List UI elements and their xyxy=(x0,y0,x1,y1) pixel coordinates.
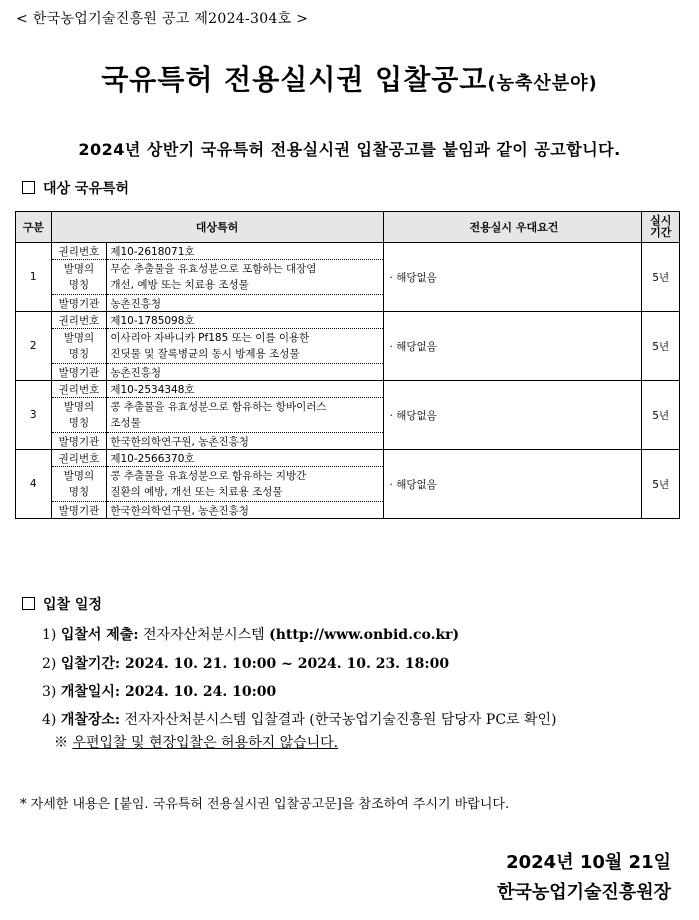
label-inventor: 발명기관 xyxy=(51,502,107,519)
table-row xyxy=(16,450,680,467)
table-row xyxy=(16,312,680,329)
condition-value: · 해당없음 xyxy=(383,450,642,519)
announcement-number: < 한국농업기술진흥원 공고 제2024-304호 > xyxy=(16,11,309,27)
table-row xyxy=(16,243,680,260)
inventor-value: 한국한의학연구원, 농촌진흥청 xyxy=(107,433,383,450)
label-reg-no: 권리번호 xyxy=(51,381,107,398)
footnote: * 자세한 내용은 [붙임. 국유특허 전용실시권 입찰공고문]을 참조하여 주시기 바랍니다. xyxy=(20,797,510,812)
title-sub: (농축산분야) xyxy=(487,73,598,94)
section-heading-text: 입찰 일정 xyxy=(43,597,102,613)
invention-name-value: 무순 추출물을 유효성분으로 포함하는 대장염 개선, 예방 또는 치료용 조성물 xyxy=(107,260,383,295)
schedule-item: 1) 입찰서 제출: 전자자산처분시스템 (http://www.onbid.co.kr) xyxy=(42,627,460,643)
inventor-value: 한국한의학연구원, 농촌진흥청 xyxy=(107,502,383,519)
label-name: 발명의 명칭 xyxy=(51,467,107,502)
page-title xyxy=(0,58,699,98)
checkbox-square-icon xyxy=(22,597,35,610)
label-name: 발명의 명칭 xyxy=(51,260,107,295)
schedule-item: 3) 개찰일시: 2024. 10. 24. 10:00 xyxy=(42,684,277,700)
col-header-period: 실시 기간 xyxy=(642,212,680,243)
row-number: 3 xyxy=(16,381,52,450)
issue-date: 2024년 10월 21일 xyxy=(506,852,671,873)
reg-no-value: 제10-1785098호 xyxy=(107,312,383,329)
condition-value: · 해당없음 xyxy=(383,312,642,381)
intro-text: 2024년 상반기 국유특허 전용실시권 입찰공고를 붙임과 같이 공고합니다. xyxy=(78,140,621,159)
schedule-item: 2) 입찰기간: 2024. 10. 21. 10:00 ~ 2024. 10. 23. 18:00 xyxy=(42,656,450,672)
table-header-row xyxy=(16,212,680,243)
title-main: 국유특허 전용실시권 입찰공고 xyxy=(101,63,488,96)
reg-no-value: 제10-2618071호 xyxy=(107,243,383,260)
condition-value: · 해당없음 xyxy=(383,381,642,450)
checkbox-square-icon xyxy=(22,181,35,194)
reg-no-value: 제10-2566370호 xyxy=(107,450,383,467)
period-value: 5년 xyxy=(642,243,680,312)
patent-table xyxy=(15,211,680,519)
col-header-patent: 대상특허 xyxy=(51,212,383,243)
label-reg-no: 권리번호 xyxy=(51,312,107,329)
period-value: 5년 xyxy=(642,312,680,381)
invention-name-value: 콩 추출물을 유효성분으로 함유하는 지방간 질환의 예방, 개선 또는 치료용 조성물 xyxy=(107,467,383,502)
invention-name-value: 콩 추출물을 유효성분으로 함유하는 항바이러스 조성물 xyxy=(107,398,383,433)
label-name: 발명의 명칭 xyxy=(51,398,107,433)
label-inventor: 발명기관 xyxy=(51,295,107,312)
col-header-condition: 전용실시 우대요건 xyxy=(383,212,642,243)
reg-no-value: 제10-2534348호 xyxy=(107,381,383,398)
onbid-link[interactable]: (http://www.onbid.co.kr) xyxy=(269,627,460,643)
invention-name-value: 이사리아 자바니카 Pf185 또는 이를 이용한 진딧물 및 잘록병균의 동시 방제용 조성물 xyxy=(107,329,383,364)
table-row xyxy=(16,381,680,398)
row-number: 2 xyxy=(16,312,52,381)
row-number: 1 xyxy=(16,243,52,312)
period-value: 5년 xyxy=(642,450,680,519)
label-inventor: 발명기관 xyxy=(51,364,107,381)
col-header-no: 구분 xyxy=(16,212,52,243)
section-heading-schedule xyxy=(22,594,102,614)
schedule-item: 4) 개찰장소: 전자자산처분시스템 입찰결과 (한국농업기술진흥원 담당자 PC로 확인) xyxy=(42,712,557,728)
issuing-organization: 한국농업기술진흥원장 xyxy=(497,882,671,903)
section-heading-text: 대상 국유특허 xyxy=(43,181,130,197)
section-heading-patents xyxy=(22,178,129,198)
row-number: 4 xyxy=(16,450,52,519)
label-name: 발명의 명칭 xyxy=(51,329,107,364)
inventor-value: 농촌진흥청 xyxy=(107,295,383,312)
label-inventor: 발명기관 xyxy=(51,433,107,450)
label-reg-no: 권리번호 xyxy=(51,450,107,467)
label-reg-no: 권리번호 xyxy=(51,243,107,260)
inventor-value: 농촌진흥청 xyxy=(107,364,383,381)
period-value: 5년 xyxy=(642,381,680,450)
notice-line: ※ 우편입찰 및 현장입찰은 허용하지 않습니다. xyxy=(54,735,339,751)
condition-value: · 해당없음 xyxy=(383,243,642,312)
